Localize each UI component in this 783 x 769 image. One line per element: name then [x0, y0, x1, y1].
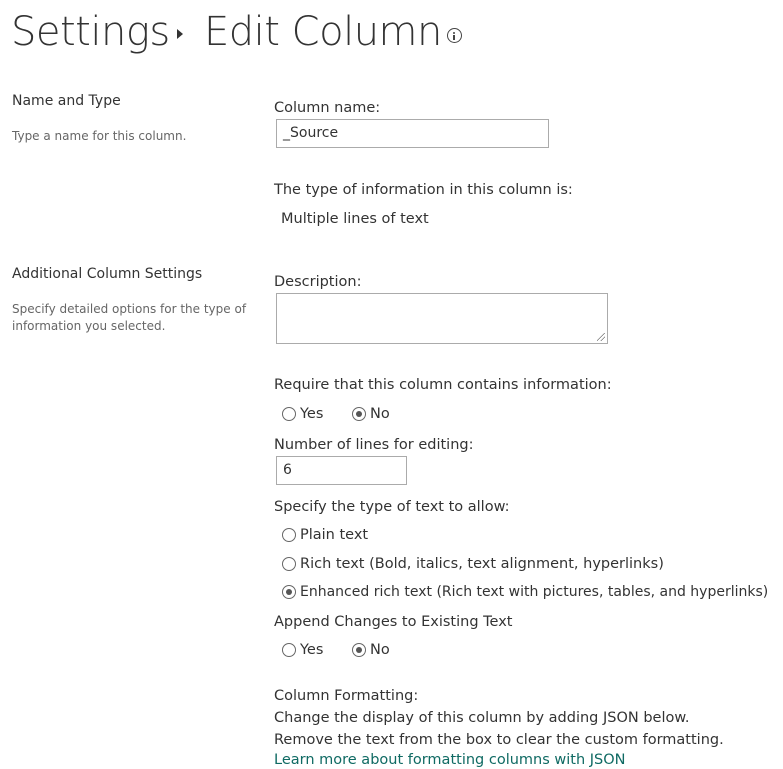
radio-label: No — [370, 641, 390, 658]
info-icon[interactable] — [447, 28, 462, 43]
require-label: Require that this column contains information: — [274, 377, 612, 393]
radio-button[interactable] — [282, 557, 296, 571]
radio-label: No — [370, 405, 390, 422]
additional-section-description: Specify detailed options for the type of information you selected. — [12, 302, 247, 333]
radio-label: Yes — [300, 405, 324, 422]
text-type-label: Specify the type of text to allow: — [274, 499, 510, 515]
additional-section-title: Additional Column Settings — [12, 266, 203, 282]
formatting-learn-more-link[interactable]: Learn more about formatting columns with JSON — [274, 752, 626, 768]
type-value: Multiple lines of text — [281, 211, 429, 227]
name-type-section-title: Name and Type — [12, 93, 121, 109]
radio-button[interactable] — [352, 643, 366, 657]
radio-label: Enhanced rich text (Rich text with pictures, tables, and hyperlinks) — [300, 583, 769, 600]
column-name-label: Column name: — [274, 100, 381, 116]
page-title: Edit Column — [204, 9, 442, 55]
append-no-option[interactable] — [352, 639, 390, 659]
radio-button[interactable] — [352, 407, 366, 421]
require-no-option[interactable] — [352, 403, 390, 423]
description-textarea[interactable] — [276, 293, 608, 344]
name-type-section-description: Type a name for this column. — [12, 129, 187, 143]
radio-label: Yes — [300, 641, 324, 658]
radio-button[interactable] — [282, 643, 296, 657]
formatting-help-line-1: Change the display of this column by adding JSON below. — [274, 710, 690, 726]
formatting-help-line-2: Remove the text from the box to clear the custom formatting. — [274, 732, 724, 748]
radio-button[interactable] — [282, 585, 296, 599]
column-name-input[interactable]: _Source — [276, 119, 549, 148]
radio-button[interactable] — [282, 407, 296, 421]
radio-button[interactable] — [282, 528, 296, 542]
radio-label: Rich text (Bold, italics, text alignment, hyperlinks) — [300, 555, 664, 572]
breadcrumb-root[interactable]: Settings — [11, 9, 170, 55]
resize-grip-icon[interactable] — [597, 333, 605, 341]
caret-right-icon — [177, 29, 183, 39]
enhanced-rich-text-option[interactable] — [282, 581, 768, 601]
type-label: The type of information in this column is: — [274, 182, 573, 198]
formatting-label: Column Formatting: — [274, 688, 419, 704]
rich-text-option[interactable] — [282, 553, 664, 573]
lines-input[interactable]: 6 — [276, 456, 407, 485]
lines-label: Number of lines for editing: — [274, 437, 474, 453]
radio-label: Plain text — [300, 526, 369, 543]
append-label: Append Changes to Existing Text — [274, 614, 513, 630]
plain-text-option[interactable] — [282, 524, 368, 544]
append-yes-option[interactable] — [282, 639, 323, 659]
require-yes-option[interactable] — [282, 403, 323, 423]
description-label: Description: — [274, 274, 362, 290]
